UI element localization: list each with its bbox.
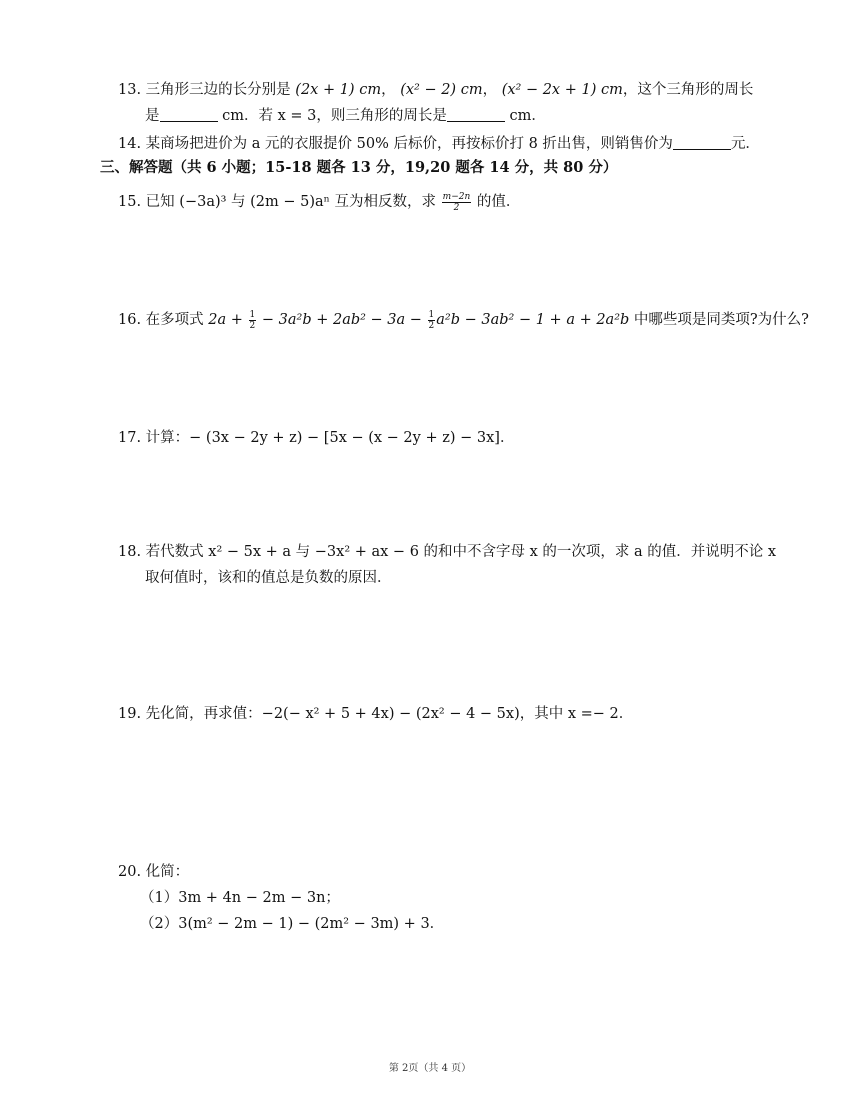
question-19-text: 先化简，再求值：−2(− x² + 5 + 4x) − (2x² − 4 − 5x)，其中 x =− 2． (145, 706, 634, 722)
answer-blank-13a[interactable] (160, 107, 218, 122)
section-3-title: 三、解答题（共 6 小题；15-18 题各 13 分，19,20 题各 14 分，共 80 分） (100, 159, 618, 176)
question-17 (118, 428, 514, 448)
question-20-part2-text: （2）3(m² − 2m − 1) − (2m² − 3m) + 3． (140, 916, 445, 932)
fraction-denominator: 2 (249, 320, 256, 331)
question-15-number: 15. (118, 194, 142, 210)
question-16 (118, 308, 809, 332)
question-13-line2 (145, 106, 546, 126)
answer-blank-14[interactable] (673, 135, 731, 150)
question-16-expr-b: − 3a²b + 2ab² − 3a − (261, 312, 422, 328)
question-18-text: 若代数式 x² − 5x + a 与 −3x² + ax − 6 的和中不含字母 x 的一次项，求 a 的值．并说明不论 x (145, 544, 777, 560)
question-15 (118, 190, 520, 214)
page-footer (0, 1059, 860, 1074)
question-16-text: 在多项式 (145, 312, 204, 328)
question-17-number: 17. (118, 430, 142, 446)
fraction-numerator: 1 (428, 309, 435, 320)
question-20-title (118, 862, 189, 882)
question-16-text-end: 中哪些项是同类项?为什么? (633, 312, 809, 328)
fraction-numerator: 1 (249, 309, 256, 320)
page-number: 第 2页（共 4 页） (388, 1063, 472, 1074)
fraction-denominator: 2 (453, 202, 460, 213)
question-18-text-line2: 取何值时，该和的值总是负数的原因． (145, 570, 392, 586)
question-15-fraction (442, 192, 472, 213)
question-20-part1-text: （1）3m + 4n − 2m − 3n； (140, 890, 340, 906)
question-18-number: 18. (118, 544, 142, 560)
fraction-numerator: m−2n (442, 191, 471, 202)
question-14-number: 14. (118, 136, 142, 152)
question-20-part1 (140, 888, 340, 908)
question-13-side3: (x² − 2x + 1) cm (501, 82, 623, 98)
question-16-expr-c: a²b − 3ab² − 1 + a + 2a²b (436, 312, 630, 328)
question-19 (118, 704, 633, 724)
question-20-text: 化简： (145, 864, 190, 880)
question-14 (118, 134, 760, 154)
question-13-side2: (x² − 2) cm (400, 82, 483, 98)
question-13-number: 13. (118, 82, 142, 98)
question-15-text: 已知 (−3a)³ 与 (2m − 5)aⁿ 互为相反数，求 (145, 194, 437, 210)
answer-blank-13b[interactable] (447, 107, 505, 122)
question-14-unit: 元． (730, 136, 760, 152)
question-13-text-end: ，这个三角形的周长 (622, 82, 754, 98)
question-15-text-end: 的值． (476, 194, 521, 210)
section-3-heading (100, 158, 617, 178)
question-16-expr-a: 2a + (208, 312, 243, 328)
question-20-number: 20. (118, 864, 142, 880)
question-13-text: 三角形三边的长分别是 (145, 82, 291, 98)
question-16-fraction-1 (249, 310, 257, 331)
question-13-line2-b: cm．若 x = 3，则三角形的周长是 (217, 108, 447, 124)
question-18-line1 (118, 542, 776, 562)
question-16-fraction-2 (428, 310, 436, 331)
question-13-line1: 13. 三角形三边的长分别是 (2x + 1) cm， (x² − 2) cm， (x² − 2x + 1) cm，这个三角形的周长 (118, 82, 754, 98)
question-20-part2 (140, 914, 444, 934)
question-19-number: 19. (118, 706, 142, 722)
question-16-number: 16. (118, 312, 142, 328)
question-14-text: 某商场把进价为 a 元的衣服提价 50% 后标价，再按标价打 8 折出售，则销售价为 (145, 136, 673, 152)
question-17-text: 计算：− (3x − 2y + z) − [5x − (x − 2y + z) − 3x]． (145, 430, 515, 446)
question-13-side1: (2x + 1) cm (295, 82, 382, 98)
fraction-denominator: 2 (428, 320, 435, 331)
question-18-line2 (145, 568, 392, 588)
question-13-line2-c: cm． (504, 108, 546, 124)
question-13-line2-a: 是 (145, 108, 160, 124)
